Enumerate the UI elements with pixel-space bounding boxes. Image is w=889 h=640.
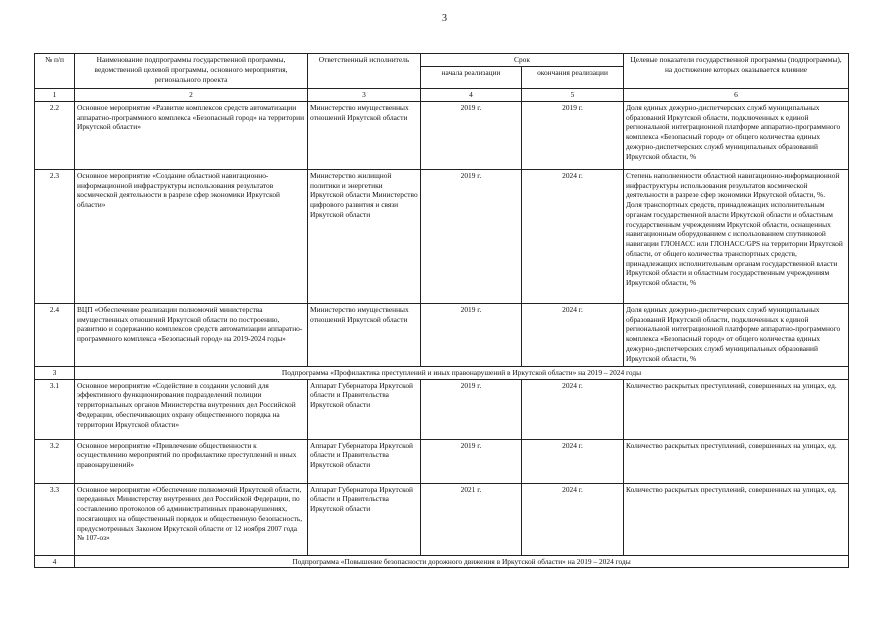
row-end: 2024 г. [522,439,624,483]
section-row [35,366,849,379]
col-number: 3 [308,89,421,102]
row-targets: Количество раскрытых преступлений, совершенных на улицах, ед. [624,439,849,483]
program-table [34,53,849,568]
row-end: 2024 г. [522,303,624,366]
header-end: окончания реализации [522,67,624,89]
row-end: 2024 г. [522,379,624,439]
row-end: 2024 г. [522,169,624,303]
header-num: № п/п [35,54,75,89]
row-executor: Аппарат Губернатора Иркутской области и Правительства Иркутской области [308,439,421,483]
row-start: 2019 г. [421,101,522,169]
section-number: 4 [35,555,75,568]
row-executor: Аппарат Губернатора Иркутской области и Правительства Иркутской области [308,379,421,439]
row-targets: Доля единых дежурно-диспетчерских служб муниципальных образований Иркутской области, подключенных к единой региональной интеграционной платформе аппаратно-программного комплекса «Безопасный город» от общего количества единых дежурно-диспетчерских служб муниципальных образований Иркутской области, % [624,101,849,169]
row-name: ВЦП «Обеспечение реализации полномочий министерства имущественных отношений Иркутской области по построению, развитию и содержанию комплексов средств автоматизации аппаратно-программного комплекса «Безопасный город» на 2019-2024 годы» [75,303,308,366]
row-end: 2019 г. [522,101,624,169]
section-row [35,555,849,568]
row-number: 2.4 [35,303,75,366]
row-start: 2019 г. [421,169,522,303]
table-row [35,483,849,555]
row-start: 2019 г. [421,303,522,366]
row-number: 3.3 [35,483,75,555]
table-row [35,303,849,366]
header-name: Наименование подпрограммы государственной программы, ведомственной целевой программы, основного мероприятия, регионального проекта [75,54,308,89]
row-start: 2019 г. [421,439,522,483]
row-name: Основное мероприятие «Содействие в создании условий для эффективного функционирования подразделений полиции территориальных органов Министерства внутренних дел Российской Федерации, обеспечивающих охрану общественного порядка на территории Иркутской области» [75,379,308,439]
row-executor: Аппарат Губернатора Иркутской области и Правительства Иркутской области [308,483,421,555]
row-number: 2.3 [35,169,75,303]
row-number: 3.1 [35,379,75,439]
row-name: Основное мероприятие «Развитие комплексов средств автоматизации аппаратно-программного комплекса «Безопасный город» на территории Иркутской области» [75,101,308,169]
row-number: 2.2 [35,101,75,169]
row-name: Основное мероприятие «Обеспечение полномочий Иркутской области, переданных Министерству внутренних дел Российской Федерации, по составлению протоколов об административных правонарушениях, посягающих на общественный порядок и общественную безопасность, предусмотренных Законом Иркутской области от 12 ноября 2007 года № 107-оз» [75,483,308,555]
row-name: Основное мероприятие «Создание областной навигационно-информационной инфраструктуры использования результатов космической деятельности в разрезе сфер экономики Иркутской области» [75,169,308,303]
section-title: Подпрограмма «Повышение безопасности дорожного движения в Иркутской области» на 2019 – 2024 годы [75,555,849,568]
header-targets: Целевые показатели государственной программы (подпрограммы), на достижение которых оказывается влияние [624,54,849,89]
table-row [35,439,849,483]
row-executor: Министерство имущественных отношений Иркутской области [308,303,421,366]
row-targets: Количество раскрытых преступлений, совершенных на улицах, ед. [624,483,849,555]
col-number: 1 [35,89,75,102]
row-targets: Количество раскрытых преступлений, совершенных на улицах, ед. [624,379,849,439]
col-number: 4 [421,89,522,102]
table-row [35,379,849,439]
row-start: 2019 г. [421,379,522,439]
col-number: 6 [624,89,849,102]
row-targets [624,169,849,303]
header-executor: Ответственный исполнитель [308,54,421,89]
col-number: 5 [522,89,624,102]
row-executor: Министерство имущественных отношений Иркутской области [308,101,421,169]
header-term: Срок [421,54,624,67]
row-end: 2024 г. [522,483,624,555]
target-item: Доля транспортных средств, принадлежащих исполнительным органам государственной власти Иркутской области и областным государственным учреждениям Иркутской области, оснащенных навигационным оборудованием с использованием спутниковой навигации ГЛОНАСС или ГЛОНАСС/GPS на территории Иркутской области, от общего количества транспортных средств, принадлежащих исполнительным органам государственной власти Иркутской области и областным государственным учреждениям Иркутской области, % [626,200,843,288]
row-executor: Министерство жилищной политики и энергетики Иркутской области Министерство цифрового развития и связи Иркутской области [308,169,421,303]
table-row [35,101,849,169]
header-start: начала реализации [421,67,522,89]
row-start: 2021 г. [421,483,522,555]
section-number: 3 [35,366,75,379]
section-title: Подпрограмма «Профилактика преступлений и иных правонарушений в Иркутской области» на 2019 – 2024 годы [75,366,849,379]
row-name: Основное мероприятие «Привлечение общественности к осуществлению мероприятий по профилактике преступлений и иных правонарушений» [75,439,308,483]
target-item: Степень наполненности областной навигационно-информационной инфраструктуры использования результатов космической деятельности в разрезе сфер экономики Иркутской области, %. [626,170,840,200]
row-targets: Доля единых дежурно-диспетчерских служб муниципальных образований Иркутской области, подключенных к единой региональной интеграционной платформе аппаратно-программного комплекса «Безопасный город» от общего количества единых дежурно-диспетчерских служб муниципальных образований Иркутской области, % [624,303,849,366]
column-number-row [35,89,849,102]
page-number: 3 [442,13,447,24]
row-number: 3.2 [35,439,75,483]
table-row [35,169,849,303]
col-number: 2 [75,89,308,102]
